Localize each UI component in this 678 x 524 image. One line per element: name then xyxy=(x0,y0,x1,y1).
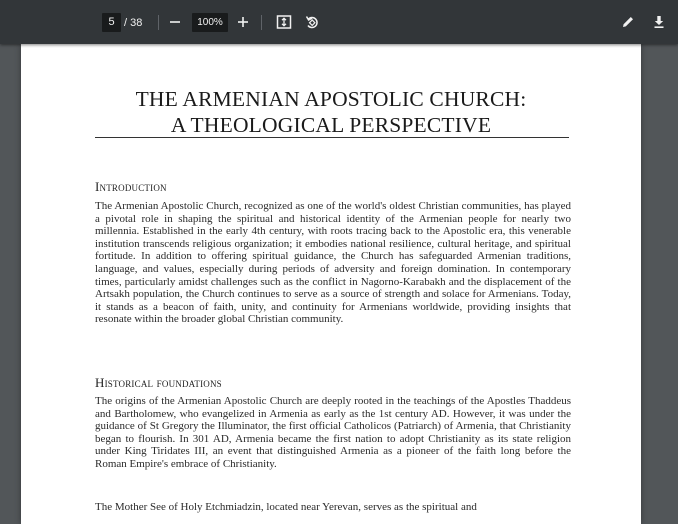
pencil-icon xyxy=(621,15,635,29)
download-button[interactable] xyxy=(647,10,671,34)
document-title-line-1: THE ARMENIAN APOSTOLIC CHURCH: xyxy=(135,87,527,111)
paragraph-historical-foundations-1: The origins of the Armenian Apostolic Church are deeply rooted in the teachings of the Apostles Thaddeus and Bartholomew, who evangelized in Armenia as early as the 1st century AD. However, it was under the guidance of St Gregory the Illuminator, the first official Catholicos (Patriarch) of Armenia, that Christianity began to flourish. In 301 AD, Armenia became the first nation to adopt Christianity as its state religion under King Tiridates III, an event that distinguished Armenia as a pioneer of the faith long before the Roman Empire's embrace of Christianity. xyxy=(95,395,571,470)
rotate-icon xyxy=(304,14,320,30)
paragraph-historical-foundations-2: The Mother See of Holy Etchmiadzin, located near Yerevan, serves as the spiritual and xyxy=(95,501,477,513)
section-heading-introduction: Introduction xyxy=(95,179,167,194)
toolbar-divider xyxy=(158,15,159,30)
total-pages: 38 xyxy=(130,17,143,29)
plus-icon xyxy=(237,16,249,28)
pdf-page xyxy=(21,44,641,524)
rotate-button[interactable] xyxy=(300,10,324,34)
toolbar-divider xyxy=(261,15,262,30)
fit-page-icon xyxy=(276,14,292,30)
download-icon xyxy=(652,15,666,29)
edit-button[interactable] xyxy=(616,10,640,34)
zoom-in-button[interactable] xyxy=(231,10,255,34)
page-separator: / xyxy=(124,17,128,29)
title-rule xyxy=(95,137,569,138)
document-title-line-2: A THEOLOGICAL PERSPECTIVE xyxy=(170,113,492,137)
paragraph-introduction: The Armenian Apostolic Church, recognized as one of the world's oldest Christian communities, has played a pivotal role in shaping the spiritual and historical identity of the Armenian people for nearly two millennia. Established in the early 4th century, with roots tracing back to the Apostolic era, this venerable institution transcends religious organization; it embodies national resilience, cultural heritage, and spiritual fortitude. In addition to offering spiritual guidance, the Church has safeguarded Armenian traditions, language, and values, especially during periods of adversity and foreign domination. In contemporary times, particularly amidst challenges such as the conflict in Nagorno-Karabakh and the displacement of the Artsakh population, the Church continues to serve as a source of strength and solace for Armenians. Today, it stands as a beacon of faith, unity, and continuity for Armenians worldwide, providing insights that resonate within the broader global Christian community. xyxy=(95,200,571,326)
fit-page-button[interactable] xyxy=(272,10,296,34)
pdf-toolbar xyxy=(0,0,678,44)
current-page-input[interactable]: 5 xyxy=(102,13,121,32)
zoom-level-input[interactable]: 100% xyxy=(192,13,228,32)
zoom-out-button[interactable] xyxy=(163,10,187,34)
minus-icon xyxy=(169,16,181,28)
document-title xyxy=(21,86,641,138)
section-heading-historical-foundations: Historical foundations xyxy=(95,375,222,390)
page-count xyxy=(124,14,142,32)
